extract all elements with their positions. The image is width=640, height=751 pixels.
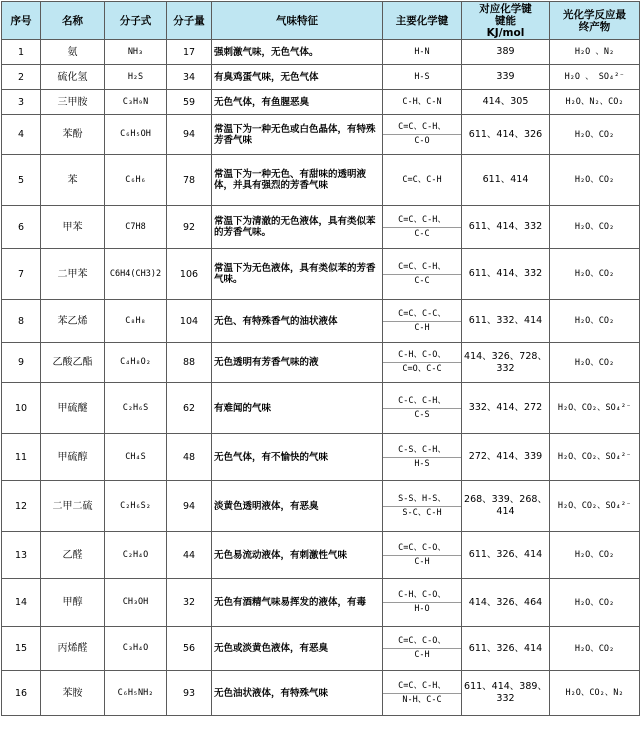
row-index: 6 — [2, 206, 41, 249]
gas-properties-table — [1, 1, 640, 716]
header-index: 序号 — [2, 2, 41, 40]
row-bonds — [383, 300, 462, 343]
row-molecular-weight: 94 — [167, 115, 212, 155]
bond-item: C=C、C-H、 — [398, 261, 446, 272]
row-name: 苯胺 — [41, 671, 105, 716]
row-molecular-weight: 44 — [167, 532, 212, 579]
row-name: 甲硫醚 — [41, 383, 105, 434]
bond-item: C=C、C-H — [402, 174, 442, 185]
row-energy: 611、414、389、332 — [462, 671, 550, 716]
bond-item: N-H、C-C — [383, 693, 461, 707]
row-index: 9 — [2, 343, 41, 383]
row-products: H₂O、CO₂、SO₄²⁻ — [550, 481, 640, 532]
row-bonds — [383, 65, 462, 90]
row-name: 苯 — [41, 155, 105, 206]
row-energy: 611、326、414 — [462, 532, 550, 579]
row-energy: 332、414、272 — [462, 383, 550, 434]
row-index: 2 — [2, 65, 41, 90]
row-molecular-weight: 17 — [167, 40, 212, 65]
row-odor: 淡黄色透明液体，有恶臭 — [212, 481, 383, 532]
row-formula: C₂H₆S — [105, 383, 167, 434]
table-row — [2, 383, 640, 434]
row-index: 11 — [2, 434, 41, 481]
bond-list — [383, 627, 461, 670]
row-products: H₂O、CO₂、SO₄²⁻ — [550, 383, 640, 434]
row-formula: C6H4(CH3)2 — [105, 249, 167, 300]
row-molecular-weight: 62 — [167, 383, 212, 434]
row-odor: 无色透明有芳香气味的液 — [212, 343, 383, 383]
row-name: 丙烯醛 — [41, 627, 105, 671]
row-odor: 常温下为清澈的无色液体，具有类似苯的芳香气味。 — [212, 206, 383, 249]
row-bonds — [383, 206, 462, 249]
row-molecular-weight: 94 — [167, 481, 212, 532]
table-row — [2, 90, 640, 115]
row-index: 7 — [2, 249, 41, 300]
bond-item: C-C — [383, 274, 461, 288]
row-molecular-weight: 34 — [167, 65, 212, 90]
row-odor: 无色气体，有鱼腥恶臭 — [212, 90, 383, 115]
bond-list — [383, 579, 461, 626]
row-name: 氨 — [41, 40, 105, 65]
bond-list — [383, 481, 461, 531]
row-energy: 339 — [462, 65, 550, 90]
bond-item: C=C、C-H、 — [398, 214, 446, 225]
bond-list — [383, 249, 461, 299]
row-products: H₂O、CO₂ — [550, 343, 640, 383]
row-name: 二甲二硫 — [41, 481, 105, 532]
table-row — [2, 627, 640, 671]
header-bonds: 主要化学键 — [383, 2, 462, 40]
row-formula: C₆H₅NH₂ — [105, 671, 167, 716]
row-bonds — [383, 90, 462, 115]
row-bonds — [383, 627, 462, 671]
row-products: H₂O 、N₂ — [550, 40, 640, 65]
header-odor: 气味特征 — [212, 2, 383, 40]
row-energy: 389 — [462, 40, 550, 65]
bond-item: C-C — [383, 227, 461, 241]
row-index: 3 — [2, 90, 41, 115]
table-row — [2, 300, 640, 343]
header-molecular-weight: 分子量 — [167, 2, 212, 40]
bond-item: C-H — [383, 648, 461, 662]
row-molecular-weight: 56 — [167, 627, 212, 671]
row-bonds — [383, 579, 462, 627]
row-bonds — [383, 383, 462, 434]
row-molecular-weight: 48 — [167, 434, 212, 481]
row-bonds — [383, 40, 462, 65]
table-row — [2, 671, 640, 716]
row-index: 16 — [2, 671, 41, 716]
row-molecular-weight: 93 — [167, 671, 212, 716]
row-bonds — [383, 155, 462, 206]
bond-list — [383, 90, 461, 114]
row-name: 硫化氢 — [41, 65, 105, 90]
row-name: 苯酚 — [41, 115, 105, 155]
table-row — [2, 206, 640, 249]
row-energy: 611、414 — [462, 155, 550, 206]
row-energy: 611、326、414 — [462, 627, 550, 671]
row-bonds — [383, 115, 462, 155]
row-energy: 414、326、464 — [462, 579, 550, 627]
row-formula: H₂S — [105, 65, 167, 90]
row-index: 10 — [2, 383, 41, 434]
table-row — [2, 343, 640, 383]
bond-item: C=C、C-C、 — [398, 308, 446, 319]
row-molecular-weight: 59 — [167, 90, 212, 115]
row-products: H₂O、CO₂ — [550, 206, 640, 249]
row-formula: C₄H₈O₂ — [105, 343, 167, 383]
row-formula: CH₃OH — [105, 579, 167, 627]
table-row — [2, 115, 640, 155]
header-products: 光化学反应最 终产物 — [550, 2, 640, 40]
row-formula: C₂H₆S₂ — [105, 481, 167, 532]
row-name: 二甲苯 — [41, 249, 105, 300]
row-energy: 272、414、339 — [462, 434, 550, 481]
row-products: H₂O、CO₂ — [550, 155, 640, 206]
header-energy: 对应化学键 键能 KJ/mol — [462, 2, 550, 40]
table-row — [2, 434, 640, 481]
row-products: H₂O、CO₂ — [550, 249, 640, 300]
row-index: 1 — [2, 40, 41, 65]
row-products: H₂O、N₂、CO₂ — [550, 90, 640, 115]
row-energy: 268、339、268、414 — [462, 481, 550, 532]
row-products: H₂O、CO₂ — [550, 532, 640, 579]
table-row — [2, 532, 640, 579]
row-bonds — [383, 249, 462, 300]
row-products: H₂O、CO₂、N₂ — [550, 671, 640, 716]
row-products: H₂O、CO₂ — [550, 300, 640, 343]
bond-list — [383, 343, 461, 382]
bond-item: C=O、C-C — [383, 362, 461, 376]
row-name: 三甲胺 — [41, 90, 105, 115]
row-index: 4 — [2, 115, 41, 155]
row-bonds — [383, 434, 462, 481]
row-molecular-weight: 106 — [167, 249, 212, 300]
row-bonds — [383, 671, 462, 716]
table-row — [2, 65, 640, 90]
row-products: H₂O、CO₂ — [550, 579, 640, 627]
bond-item: C-C、C-H、 — [398, 395, 446, 406]
table-row — [2, 579, 640, 627]
bond-item: S-C、C-H — [383, 506, 461, 520]
row-molecular-weight: 104 — [167, 300, 212, 343]
row-bonds — [383, 532, 462, 579]
row-molecular-weight: 32 — [167, 579, 212, 627]
table-row — [2, 249, 640, 300]
bond-item: C-H、C-O、 — [398, 350, 446, 360]
row-odor: 有难闻的气味 — [212, 383, 383, 434]
bond-list — [383, 671, 461, 715]
bond-item: C=C、C-O、 — [398, 542, 446, 553]
bond-list — [383, 206, 461, 248]
row-index: 13 — [2, 532, 41, 579]
row-odor: 无色油状液体，有特殊气味 — [212, 671, 383, 716]
row-name: 乙酸乙酯 — [41, 343, 105, 383]
row-odor: 无色易流动液体，有刺激性气味 — [212, 532, 383, 579]
row-odor: 无色、有特殊香气的油状液体 — [212, 300, 383, 343]
row-odor: 强刺激气味，无色气体。 — [212, 40, 383, 65]
bond-item: C-H、C-O、 — [398, 590, 446, 600]
bond-list — [383, 40, 461, 64]
bond-list — [383, 155, 461, 205]
row-energy: 414、305 — [462, 90, 550, 115]
table-row — [2, 40, 640, 65]
row-index: 14 — [2, 579, 41, 627]
row-odor: 无色有酒精气味易挥发的液体，有毒 — [212, 579, 383, 627]
row-energy: 611、414、332 — [462, 206, 550, 249]
bond-list — [383, 115, 461, 154]
bond-item: H-S — [414, 71, 430, 82]
bond-item: H-N — [414, 46, 430, 57]
row-bonds — [383, 343, 462, 383]
row-products: H₂O、CO₂、SO₄²⁻ — [550, 434, 640, 481]
header-name: 名称 — [41, 2, 105, 40]
bond-list — [383, 300, 461, 342]
bond-item: C=C、C-H、 — [398, 122, 446, 132]
row-odor: 常温下为一种无色或白色晶体，有特殊芳香气味 — [212, 115, 383, 155]
row-molecular-weight: 92 — [167, 206, 212, 249]
row-name: 苯乙烯 — [41, 300, 105, 343]
bond-item: C-S、C-H、 — [398, 444, 446, 455]
bond-item: C-H、C-N — [402, 96, 442, 107]
row-odor: 无色或淡黄色液体，有恶臭 — [212, 627, 383, 671]
row-formula: C7H8 — [105, 206, 167, 249]
bond-list — [383, 434, 461, 480]
table-row — [2, 155, 640, 206]
bond-item: C-H — [383, 321, 461, 335]
row-energy: 414、326、728、332 — [462, 343, 550, 383]
bond-list — [383, 383, 461, 433]
row-odor: 无色气体，有不愉快的气味 — [212, 434, 383, 481]
row-name: 甲苯 — [41, 206, 105, 249]
bond-item: C-O — [383, 134, 461, 148]
bond-item: H-S — [383, 457, 461, 471]
table-row — [2, 481, 640, 532]
bond-item: C-S — [383, 408, 461, 422]
bond-list — [383, 532, 461, 578]
bond-item: C=C、C-O、 — [398, 636, 446, 646]
row-molecular-weight: 88 — [167, 343, 212, 383]
row-index: 12 — [2, 481, 41, 532]
row-formula: NH₃ — [105, 40, 167, 65]
row-products: H₂O、CO₂ — [550, 115, 640, 155]
row-index: 8 — [2, 300, 41, 343]
row-index: 5 — [2, 155, 41, 206]
row-index: 15 — [2, 627, 41, 671]
row-energy: 611、414、332 — [462, 249, 550, 300]
table-body — [2, 40, 640, 716]
row-formula: C₃H₉N — [105, 90, 167, 115]
row-formula: C₆H₅OH — [105, 115, 167, 155]
row-name: 甲醇 — [41, 579, 105, 627]
row-odor: 有臭鸡蛋气味，无色气体 — [212, 65, 383, 90]
row-formula: C₆H₆ — [105, 155, 167, 206]
header-formula: 分子式 — [105, 2, 167, 40]
row-name: 甲硫醇 — [41, 434, 105, 481]
row-odor: 常温下为无色液体，具有类似苯的芳香气味。 — [212, 249, 383, 300]
bond-item: C=C、C-H、 — [398, 680, 446, 691]
row-odor: 常温下为一种无色、有甜味的透明液体，并具有强烈的芳香气味 — [212, 155, 383, 206]
header-row — [2, 2, 640, 40]
row-formula: CH₄S — [105, 434, 167, 481]
row-products: H₂O、CO₂ — [550, 627, 640, 671]
bond-list — [383, 65, 461, 89]
row-formula: C₂H₄O — [105, 532, 167, 579]
row-name: 乙醛 — [41, 532, 105, 579]
row-energy: 611、414、326 — [462, 115, 550, 155]
bond-item: C-H — [383, 555, 461, 569]
row-bonds — [383, 481, 462, 532]
row-products: H₂O 、 SO₄²⁻ — [550, 65, 640, 90]
row-formula: C₃H₄O — [105, 627, 167, 671]
row-formula: C₈H₈ — [105, 300, 167, 343]
row-molecular-weight: 78 — [167, 155, 212, 206]
bond-item: H-O — [383, 602, 461, 616]
row-energy: 611、332、414 — [462, 300, 550, 343]
bond-item: S-S、H-S、 — [398, 493, 446, 504]
